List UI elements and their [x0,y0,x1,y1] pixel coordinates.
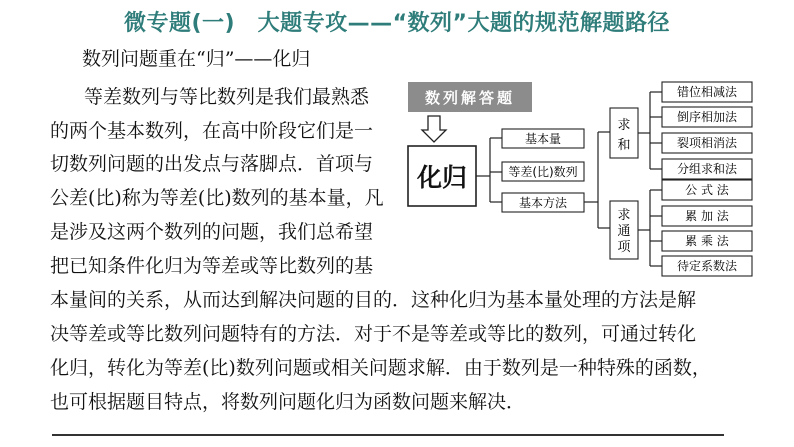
page-title: 微专题(一) 大题专攻——“数列”大题的规范解题路径 [123,11,671,36]
sum-method-label: 错位相减法 [676,85,738,99]
general-group-char: 通 [617,224,631,239]
body-line: 的两个基本数列，在高中阶段它们是一 [50,120,374,142]
method-diagram [402,78,780,282]
root-connectors [476,138,502,202]
diagram-header-label: 数列解答题 [424,89,516,107]
general-method-label: 累 乘 法 [685,234,729,248]
down-arrow-icon [422,116,446,142]
body-line: 化归，转化为等差(比)数列问题或相关问题求解．由于数列是一种特殊的函数， [50,357,711,379]
general-group-char: 求 [617,208,631,223]
section-subtitle: 数列问题重在“归”——化归 [82,48,311,70]
general-connectors [638,190,662,266]
body-line: 切数列问题的出发点与落脚点．首项与 [50,153,374,175]
sum-method-label: 倒序相加法 [676,110,738,124]
general-method-label: 公 式 法 [685,183,729,197]
sum-method-label: 分组求和法 [676,162,738,176]
general-group-char: 项 [617,240,631,255]
body-line: 是涉及这两个数列的问题，我们总希望 [50,221,374,243]
body-line: 把已知条件化归为等差或等比数列的基 [50,255,374,277]
body-line: 也可根据题目特点，将数列问题化归为函数问题来解决． [50,391,526,413]
branch-label: 等差(比)数列 [508,165,578,179]
general-method-label: 待定系数法 [676,259,738,273]
bottom-divider [52,434,724,436]
sum-group-char: 和 [617,138,631,153]
body-line: 决等差或等比数列问题特有的方法．对于不是等差或等比的数列，可通过转化 [50,323,697,345]
body-line: 本量间的关系，从而达到解决问题的目的．这种化归为基本量处理的方法是解 [50,289,697,311]
sum-method-label: 裂项相消法 [676,136,738,150]
root-label: 化归 [416,163,468,192]
body-line: 等差数列与等比数列是我们最熟悉 [84,86,370,108]
sum-connectors [638,92,662,169]
branch-label: 基本方法 [518,196,568,210]
general-method-label: 累 加 法 [685,209,729,223]
branch-label: 基本量 [524,132,562,146]
body-line: 公差(比)称为等差(比)数列的基本量，凡 [50,187,384,209]
method-connectors [584,132,610,228]
sum-group-char: 求 [617,118,631,133]
